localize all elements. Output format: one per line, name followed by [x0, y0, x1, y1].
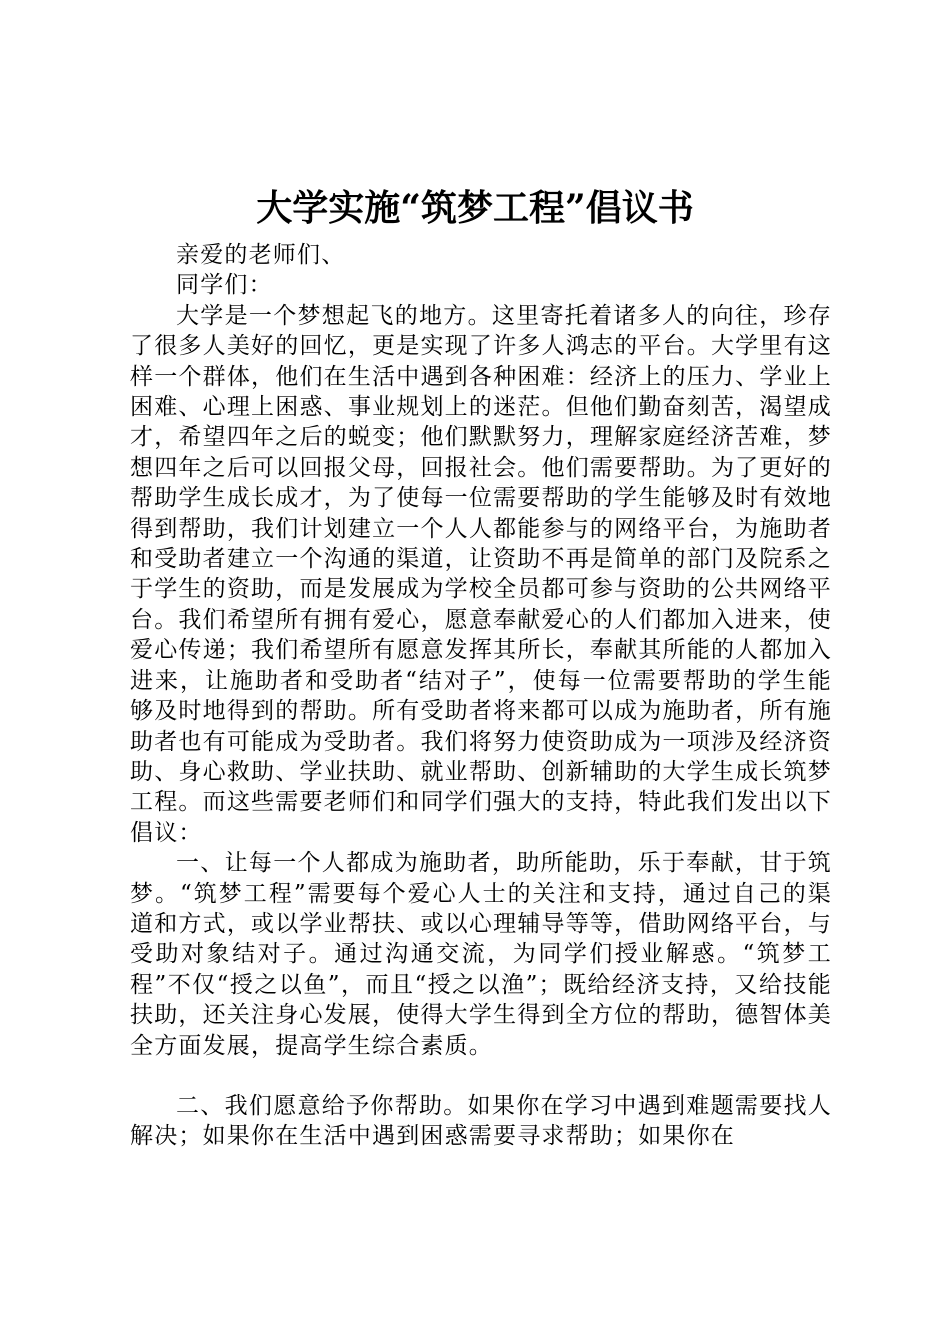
paragraph-intro: 大学是一个梦想起飞的地方。这里寄托着诸多人的向往，珍存了很多人美好的回忆，更是实现了许多人鸿志的平台。大学里有这样一个群体，他们在生活中遇到各种困难：经济上的压力、学业上困难、心理上困惑、事业规划上的迷茫。但他们勤奋刻苦，渴望成才，希望四年之后的蜕变；他们默默努力，理解家庭经济苦难，梦想四年之后可以回报父母，回报社会。他们需要帮助。为了更好的帮助学生成长成才，为了使每一位需要帮助的学生能够及时有效地得到帮助，我们计划建立一个人人都能参与的网络平台，为施助者和受助者建立一个沟通的渠道，让资助不再是简单的部门及院系之于学生的资助，而是发展成为学校全员都可参与资助的公共网络平台。我们希望所有拥有爱心，愿意奉献爱心的人们都加入进来，使爱心传递；我们希望所有愿意发挥其所长，奉献其所能的人都加入进来，让施助者和受助者“结对子”，使每一位需要帮助的学生能够及时地得到的帮助。所有受助者将来都可以成为施助者，所有施助者也有可能成为受助者。我们将努力使资助成为一项涉及经济资助、身心救助、学业扶助、就业帮助、创新辅助的大学生成长筑梦工程。而这些需要老师们和同学们强大的支持，特此我们发出以下倡议：	[130, 302, 832, 846]
greeting-line-2: 同学们：	[176, 272, 273, 299]
paragraph-proposal-2: 二、我们愿意给予你帮助。如果你在学习中遇到难题需要找人解决；如果你在生活中遇到困惑需要寻求帮助；如果你在	[130, 1092, 832, 1150]
paragraph-proposal-1: 一、让每一个人都成为施助者，助所能助，乐于奉献，甘于筑梦。“筑梦工程”需要每个爱心人士的关注和支持，通过自己的渠道和方式，或以学业帮扶、或以心理辅导等等，借助网络平台，与受助对象结对子。通过沟通交流，为同学们授业解惑。“筑梦工程”不仅“授之以鱼”，而且“授之以渔”；既给经济支持，又给技能扶助，还关注身心发展，使得大学生得到全方位的帮助，德智体美全方面发展，提高学生综合素质。	[130, 850, 832, 1059]
greeting-line-1: 亲爱的老师们、	[176, 242, 346, 268]
document-body	[130, 240, 832, 1152]
document-title: 大学实施“筑梦工程”倡议书	[256, 187, 694, 229]
